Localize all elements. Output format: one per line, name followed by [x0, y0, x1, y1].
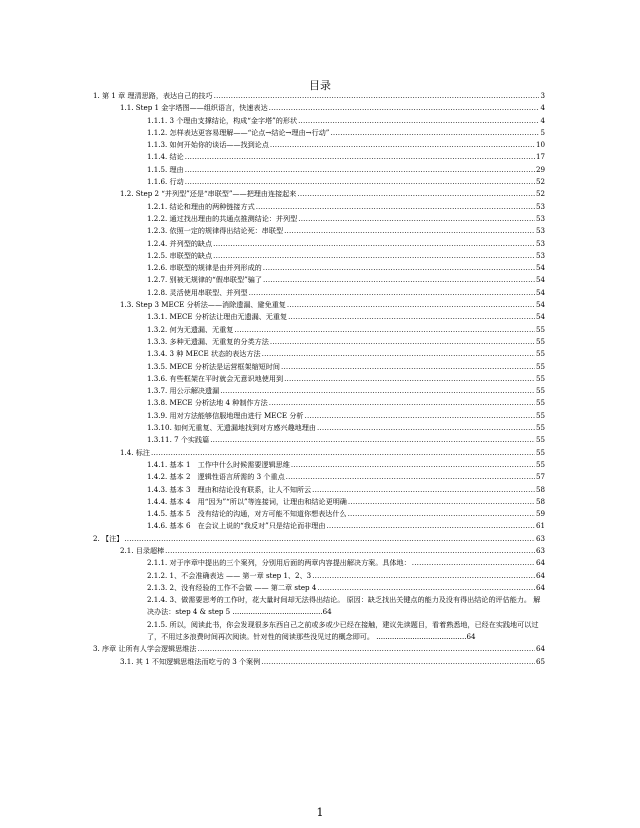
toc-entry[interactable]: [0, 484, 640, 496]
toc-entry-page: 5: [540, 127, 545, 137]
toc-entry[interactable]: [0, 656, 640, 668]
toc-entry[interactable]: [0, 102, 640, 114]
page-title: 目录: [309, 79, 331, 92]
toc-entry[interactable]: [0, 348, 640, 360]
toc-entry-text: 1.1.4. 结论: [147, 152, 184, 162]
toc-entry-text: 1.4.3. 基本 3 理由和结论没有联系，让人不知所云: [147, 484, 312, 494]
toc-leader-dots: [210, 434, 535, 446]
toc-leader-dots: [412, 557, 535, 569]
toc-entry-text: 1.4. 标注: [120, 447, 150, 457]
toc-entry-page: 10: [535, 140, 545, 150]
toc-leader-dots: [185, 151, 535, 163]
toc-leader-dots: [249, 287, 535, 299]
toc-entry[interactable]: [0, 324, 640, 336]
toc-entry-text: 1.1. Step 1 金字塔图——组织语言，快速表达: [120, 103, 268, 113]
toc-entry-page: 58: [535, 484, 545, 494]
toc-entry[interactable]: [0, 594, 640, 619]
toc-entry-page: 64: [322, 607, 332, 617]
toc-leader-dots: [270, 139, 535, 151]
toc-entry-text: 3. 序章 让所有人学会逻辑思维法: [93, 644, 197, 654]
toc-entry-text: 2.1.1. 对于序章中提出的三个案列，分别用后面的两章内容提出解决方案。具体地：: [147, 558, 411, 568]
toc-entry[interactable]: [0, 459, 640, 471]
toc-leader-dots: [261, 656, 535, 668]
toc-entry[interactable]: [0, 447, 640, 459]
toc-entry[interactable]: [0, 176, 640, 188]
toc-entry-text: 1.2. Step 2 “并列型”还是“串联型”——把理由连接起来: [120, 189, 297, 199]
toc-entry-page: 55: [535, 447, 545, 457]
toc-entry[interactable]: [0, 385, 640, 397]
toc-entry-text: 2. 【注】: [93, 533, 124, 543]
toc-leader-dots: [270, 336, 535, 348]
toc-entry[interactable]: [0, 582, 640, 594]
toc-leader-dots: [298, 213, 535, 225]
toc-entry-page: 29: [535, 164, 545, 174]
toc-entry[interactable]: [0, 311, 640, 323]
toc-entry[interactable]: [0, 361, 640, 373]
toc-entry-text: 1.3.8. MECE 分析法地 4 种制作方法: [147, 398, 268, 408]
toc-leader-dots: [317, 422, 535, 434]
toc-entry-page: 53: [535, 238, 545, 248]
toc-entry[interactable]: [0, 299, 640, 311]
toc-leader-dots: [185, 176, 535, 188]
toc-entry-text: 1.1.2. 怎样表达更容易理解——“论点→结论→理由→行动”: [147, 127, 330, 137]
toc-leader-dots: [297, 188, 535, 200]
toc-leader-dots: [263, 274, 535, 286]
toc-entry[interactable]: [0, 570, 640, 582]
toc-leader-dots: [269, 397, 535, 409]
toc-entry-text: 1.3.10. 如何无重复、无遗漏地找到对方感兴趣地理由: [147, 423, 316, 433]
toc-entry-page: 52: [535, 177, 545, 187]
toc-entry-text: 1.3.11. 7 个实践篇: [147, 435, 210, 445]
toc-entry-text: 1.2.6. 串联型的规律是由并列形成的: [147, 263, 262, 273]
toc-leader-dots: [185, 164, 535, 176]
toc-entry[interactable]: [0, 188, 640, 200]
toc-entry-page: 17: [535, 152, 545, 162]
toc-leader-dots: [234, 324, 535, 336]
page-number: 1: [316, 806, 324, 819]
toc-leader-dots: [256, 201, 535, 213]
toc-entry-page: 65: [535, 656, 545, 666]
toc-entry[interactable]: [0, 545, 640, 557]
toc-entry[interactable]: [0, 225, 640, 237]
toc-entry[interactable]: [0, 471, 640, 483]
toc-entry-page: 4: [540, 103, 545, 113]
toc-entry[interactable]: [0, 201, 640, 213]
toc-leader-dots: [326, 520, 535, 532]
toc-entry-text: 1.2.4. 并列型的缺点: [147, 238, 213, 248]
toc-entry-page: 55: [535, 435, 545, 445]
toc-entry-text: 1.1.6. 行动: [147, 177, 184, 187]
toc-leader-dots: [214, 90, 540, 102]
toc-leader-dots: [165, 545, 535, 557]
table-of-contents: [0, 90, 640, 668]
toc-entry-page: 53: [535, 226, 545, 236]
toc-entry-page: 54: [535, 275, 545, 285]
toc-entry[interactable]: [0, 238, 640, 250]
toc-entry[interactable]: [0, 151, 640, 163]
toc-entry[interactable]: [0, 336, 640, 348]
toc-entry-page: 55: [535, 373, 545, 383]
toc-entry-page: 55: [535, 336, 545, 346]
toc-entry-text: 1.1.5. 理由: [147, 164, 184, 174]
toc-leader-dots: [348, 496, 535, 508]
toc-entry[interactable]: [0, 643, 640, 655]
toc-entry-page: 55: [535, 398, 545, 408]
toc-entry-text: 1.2.8. 灵活使用串联型、并列型: [147, 287, 248, 297]
toc-entry-page: 64: [466, 632, 476, 642]
toc-leader-dots: [348, 508, 535, 520]
toc-entry-text: 1.2.2. 通过找出理由的共通点推测结论：并列型: [147, 213, 298, 223]
toc-entry-page: 64: [535, 582, 545, 592]
toc-entry-page: 63: [535, 533, 545, 543]
toc-entry-page: 55: [535, 349, 545, 359]
toc-leader-dots: [281, 361, 535, 373]
toc-entry-text: 2.1.2. 1、不会准确表达 —— 第一章 step 1、2、3: [147, 570, 312, 580]
toc-entry[interactable]: [0, 115, 640, 127]
toc-leader-dots: ........................................: [374, 632, 467, 642]
toc-entry-text: 1.3.6. 有些框架在平时就会无意识地使用到: [147, 373, 284, 383]
toc-entry[interactable]: [0, 619, 640, 644]
toc-entry-page: 52: [535, 189, 545, 199]
toc-entry-text: 1.3. Step 3 MECE 分析法——消除遗漏、避免重复: [120, 300, 286, 310]
toc-entry[interactable]: [0, 557, 640, 569]
toc-leader-dots: [312, 570, 535, 582]
toc-entry[interactable]: [0, 496, 640, 508]
toc-entry-text: 1.1.1. 3 个理由支撑结论，构成“金字塔”的形状: [147, 115, 298, 125]
toc-entry-text: 1.2.7. 别被无规律的“假串联型”骗了: [147, 275, 262, 285]
toc-entry-page: 54: [535, 312, 545, 322]
toc-entry-page: 53: [535, 201, 545, 211]
toc-entry[interactable]: [0, 508, 640, 520]
toc-entry-text: 1.2.3. 依照一定的规律得出结论死：串联型: [147, 226, 284, 236]
toc-leader-dots: [262, 348, 535, 360]
toc-entry[interactable]: [0, 422, 640, 434]
toc-leader-dots: [198, 643, 535, 655]
toc-entry-page: 54: [535, 300, 545, 310]
toc-entry-page: 55: [535, 361, 545, 371]
toc-leader-dots: [330, 127, 539, 139]
toc-entry[interactable]: [0, 520, 640, 532]
toc-leader-dots: ........................................: [230, 607, 323, 617]
toc-entry[interactable]: [0, 164, 640, 176]
toc-entry-text: 1.4.6. 基本 6 在会议上说的“我反对”只是结论而非理由: [147, 521, 326, 531]
toc-entry-page: 63: [535, 545, 545, 555]
toc-leader-dots: [287, 299, 535, 311]
toc-leader-dots: [317, 582, 535, 594]
toc-entry-text: 1.3.7. 用公示解决遗漏: [147, 386, 220, 396]
toc-entry-page: 58: [535, 496, 545, 506]
toc-entry-page: 59: [535, 509, 545, 519]
toc-entry[interactable]: [0, 127, 640, 139]
toc-entry[interactable]: [0, 262, 640, 274]
toc-entry-text: 1.2.1. 结论和理由的两种链接方式: [147, 201, 255, 211]
toc-leader-dots: [151, 447, 535, 459]
toc-entry-text: 1.2.5. 串联型的缺点: [147, 250, 213, 260]
toc-entry[interactable]: [0, 274, 640, 286]
toc-leader-dots: [298, 115, 539, 127]
toc-entry[interactable]: [0, 250, 640, 262]
toc-entry-page: 53: [535, 213, 545, 223]
toc-entry-page: 64: [535, 570, 545, 580]
toc-entry-text: 1.3.2. 何为无遗漏、无重复: [147, 324, 234, 334]
toc-leader-dots: [286, 471, 535, 483]
toc-entry[interactable]: [0, 434, 640, 446]
toc-entry-text: 1.3.5. MECE 分析法是运营框架缩短时间: [147, 361, 280, 371]
toc-leader-dots: [305, 410, 535, 422]
toc-entry-text: 1.4.1. 基本 1 工作中什么时候需要逻辑思维: [147, 459, 290, 469]
toc-entry-text: 2.1. 目录超棒: [120, 545, 165, 555]
toc-entry-page: 54: [535, 263, 545, 273]
toc-entry-page: 64: [535, 644, 545, 654]
toc-entry[interactable]: [0, 287, 640, 299]
toc-leader-dots: [263, 262, 535, 274]
toc-entry-page: 53: [535, 250, 545, 260]
toc-entry-text: 1.3.1. MECE 分析法让理由无遗漏、无重复: [147, 312, 288, 322]
toc-leader-dots: [312, 484, 535, 496]
toc-leader-dots: [124, 533, 535, 545]
toc-entry-text: 1.4.4. 基本 4 用“因为”“所以”等连接词，让理由和结论更明确: [147, 496, 347, 506]
toc-entry[interactable]: [0, 533, 640, 545]
toc-leader-dots: [284, 225, 535, 237]
toc-entry-page: 55: [535, 423, 545, 433]
toc-entry-text: 1.3.4. 3 种 MECE 状态的表达方法: [147, 349, 261, 359]
toc-entry-page: 55: [535, 410, 545, 420]
toc-leader-dots: [213, 238, 535, 250]
toc-entry-page: 57: [535, 472, 545, 482]
toc-entry[interactable]: [0, 213, 640, 225]
toc-entry-page: 61: [535, 521, 545, 531]
toc-entry-text: 1.1.3. 如何开始你的谈话——找到论点: [147, 140, 269, 150]
toc-entry-page: 55: [535, 459, 545, 469]
toc-entry[interactable]: [0, 410, 640, 422]
toc-entry-text: 1.3.3. 多种无遗漏、无重复的分类方法: [147, 336, 269, 346]
toc-entry-text: 2.1.3. 2、没有经验的工作不会做 —— 第二章 step 4: [147, 582, 317, 592]
toc-entry-text: 1.4.5. 基本 5 没有结论的沟通，对方可能不知道你想表达什么: [147, 509, 347, 519]
toc-entry-text: 1.3.9. 用对方法能够信服地理由进行 MECE 分析: [147, 410, 304, 420]
toc-leader-dots: [213, 250, 535, 262]
toc-entry-text: 1.4.2. 基本 2 逻辑性语言所需的 3 个重点: [147, 472, 285, 482]
toc-entry-text: 2.1.4. 3、做需要思考的工作时，花大量时间却无法得出结论。 原因：缺乏找出关键点的能力及没有得出结论的评估能力。 解决办法：step 4 & step 5: [147, 595, 541, 617]
toc-entry-page: 4: [540, 115, 545, 125]
toc-entry-page: 55: [535, 386, 545, 396]
toc-entry[interactable]: [0, 397, 640, 409]
toc-entry-text: 2.1.5. 所以，阅读此书，你会发现很多东西自己之前或多或少已经在接触，建议先读题目，看着熟悉地，已经在实践地可以过了，不用过多浪费时间再次阅读。针对性的阅读那些没见过的概念即可。: [147, 619, 539, 642]
toc-entry-page: 64: [535, 558, 545, 568]
toc-leader-dots: [291, 459, 535, 471]
toc-entry-text: 1. 第 1 章 理清思路，表达自己的技巧: [93, 91, 213, 100]
toc-leader-dots: [269, 102, 540, 114]
toc-entry[interactable]: [0, 90, 640, 102]
toc-entry-page: 54: [535, 287, 545, 297]
toc-leader-dots: [284, 373, 535, 385]
toc-entry[interactable]: [0, 373, 640, 385]
toc-entry-page: 55: [535, 324, 545, 334]
toc-entry-text: 3.1. 其 1 不知逻辑思维法而吃亏的 3 个案例: [120, 656, 261, 666]
toc-leader-dots: [288, 311, 535, 323]
toc-leader-dots: [220, 385, 535, 397]
toc-entry-page: 3: [540, 91, 545, 100]
toc-entry[interactable]: [0, 139, 640, 151]
